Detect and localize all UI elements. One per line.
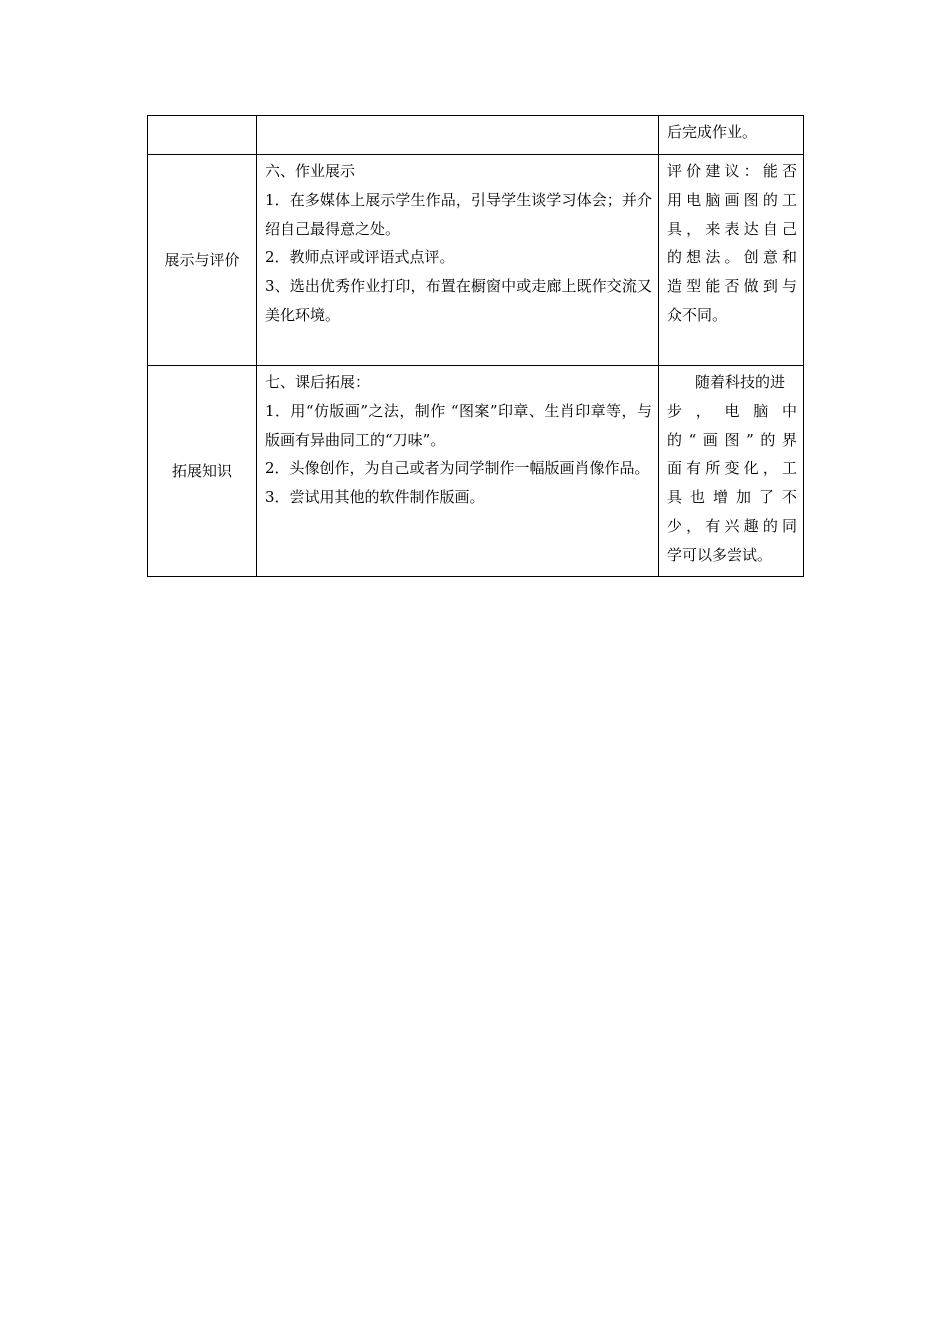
table-row: [148, 366, 804, 577]
note-line: 的想法。创意和: [667, 248, 797, 267]
table-row: [148, 155, 804, 366]
note-line: 少，有兴趣的同: [667, 516, 797, 535]
row-label-cell: [148, 116, 257, 155]
row-note-cell: [659, 116, 804, 155]
note-line: 具也增加了不: [667, 488, 797, 507]
row-note-cell: [659, 155, 804, 366]
lesson-plan-table: [147, 115, 804, 577]
list-item: 3、选出优秀作业打印，布置在橱窗中或走廊上既作交流又美化环境。: [265, 277, 652, 324]
note-line: 随着科技的进: [695, 373, 786, 391]
row-note-cell: [659, 366, 804, 577]
list-item: 3．尝试用其他的软件制作版画。: [265, 488, 485, 507]
row-label-cell: 展示与评价: [148, 155, 257, 366]
list-item: 2．教师点评或评语式点评。: [265, 248, 455, 267]
row-content-cell: [257, 116, 659, 155]
row-content-cell: [257, 155, 659, 366]
note-line: 造型能否做到与: [667, 277, 797, 296]
note-line: 的“画图”的界: [667, 430, 797, 449]
section-heading: 六、作业展示: [265, 162, 356, 180]
section-heading: 七、课后拓展：: [265, 373, 371, 391]
note-line: 众不同。: [667, 305, 728, 324]
note-line: 学可以多尝试。: [667, 545, 773, 564]
table-row: [148, 116, 804, 155]
note-line: 评价建议：能否: [667, 162, 797, 180]
note-line: 具，来表达自己: [667, 219, 797, 238]
list-item: 1．用“仿版画”之法，制作 “图案”印章、生肖印章等，与版画有异曲同工的“刀味”。: [265, 401, 652, 449]
note-line: 步，电脑中: [667, 401, 797, 420]
note-line: 面有所变化，工: [667, 459, 797, 478]
list-item: 2．头像创作，为自己或者为同学制作一幅版画肖像作品。: [265, 459, 650, 478]
list-item: 1．在多媒体上展示学生作品，引导学生谈学习体会；并介绍自己最得意之处。: [265, 190, 652, 238]
note-text: 后完成作业。: [667, 123, 758, 141]
row-content-cell: [257, 366, 659, 577]
note-line: 用电脑画图的工: [667, 190, 797, 209]
row-label-cell: 拓展知识: [148, 366, 257, 577]
